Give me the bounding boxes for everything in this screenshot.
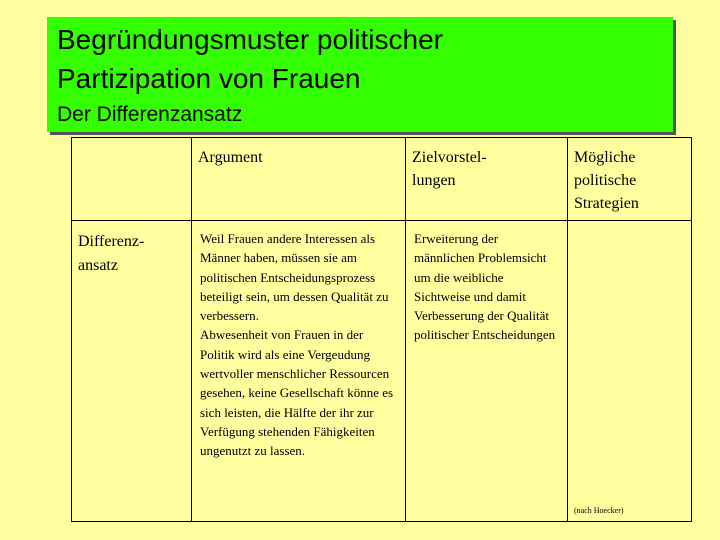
ziel-cell — [406, 221, 568, 522]
title-banner — [47, 17, 673, 132]
strategien-text — [568, 221, 691, 229]
header-cell-empty — [72, 138, 192, 221]
header-strategien: Mögliche politische Strategien — [574, 149, 639, 212]
title-line-2: Partizipation von Frauen — [57, 63, 361, 94]
header-cell-strategien — [568, 138, 692, 221]
subtitle: Der Differenzansatz — [57, 103, 243, 126]
header-zielvorstellungen: Zielvorstel- lungen — [412, 149, 487, 189]
source-footnote: (nach Hoecker) — [574, 506, 624, 515]
header-cell-argument — [192, 138, 406, 221]
header-cell-ziel — [406, 138, 568, 221]
row-label-cell — [72, 221, 192, 522]
header-label — [72, 138, 191, 146]
table-header-row — [72, 138, 692, 221]
table-row — [72, 221, 692, 522]
row-label-differenzansatz: Differenz- ansatz — [78, 233, 145, 274]
argument-text — [192, 221, 405, 461]
argument-paragraph-1: Weil Frauen andere Interessen als Männer haben, müssen sie am politischen Entscheidungsprozess beteiligt sein, um dessen Qualität zu verbessern. — [200, 231, 389, 324]
ziel-text: Erweiterung der männlichen Problemsicht um die weibliche Sichtweise und damit Verbesserung der Qualität politischer Entscheidungen — [414, 231, 556, 343]
argument-table — [71, 137, 692, 522]
argument-cell — [192, 221, 406, 522]
argument-paragraph-2: Abwesenheit von Frauen in der Politik wird als eine Vergeudung wertvoller menschlicher Ressourcen gesehen, keine Gesellschaft könne es sich leisten, die Hälfte der ihr zur Verfügung stehenden Fähigkeiten ungenutzt zu lassen. — [200, 327, 394, 459]
strategien-cell — [568, 221, 692, 522]
header-argument: Argument — [198, 149, 263, 166]
title-line-1: Begründungsmuster politischer — [57, 24, 443, 55]
